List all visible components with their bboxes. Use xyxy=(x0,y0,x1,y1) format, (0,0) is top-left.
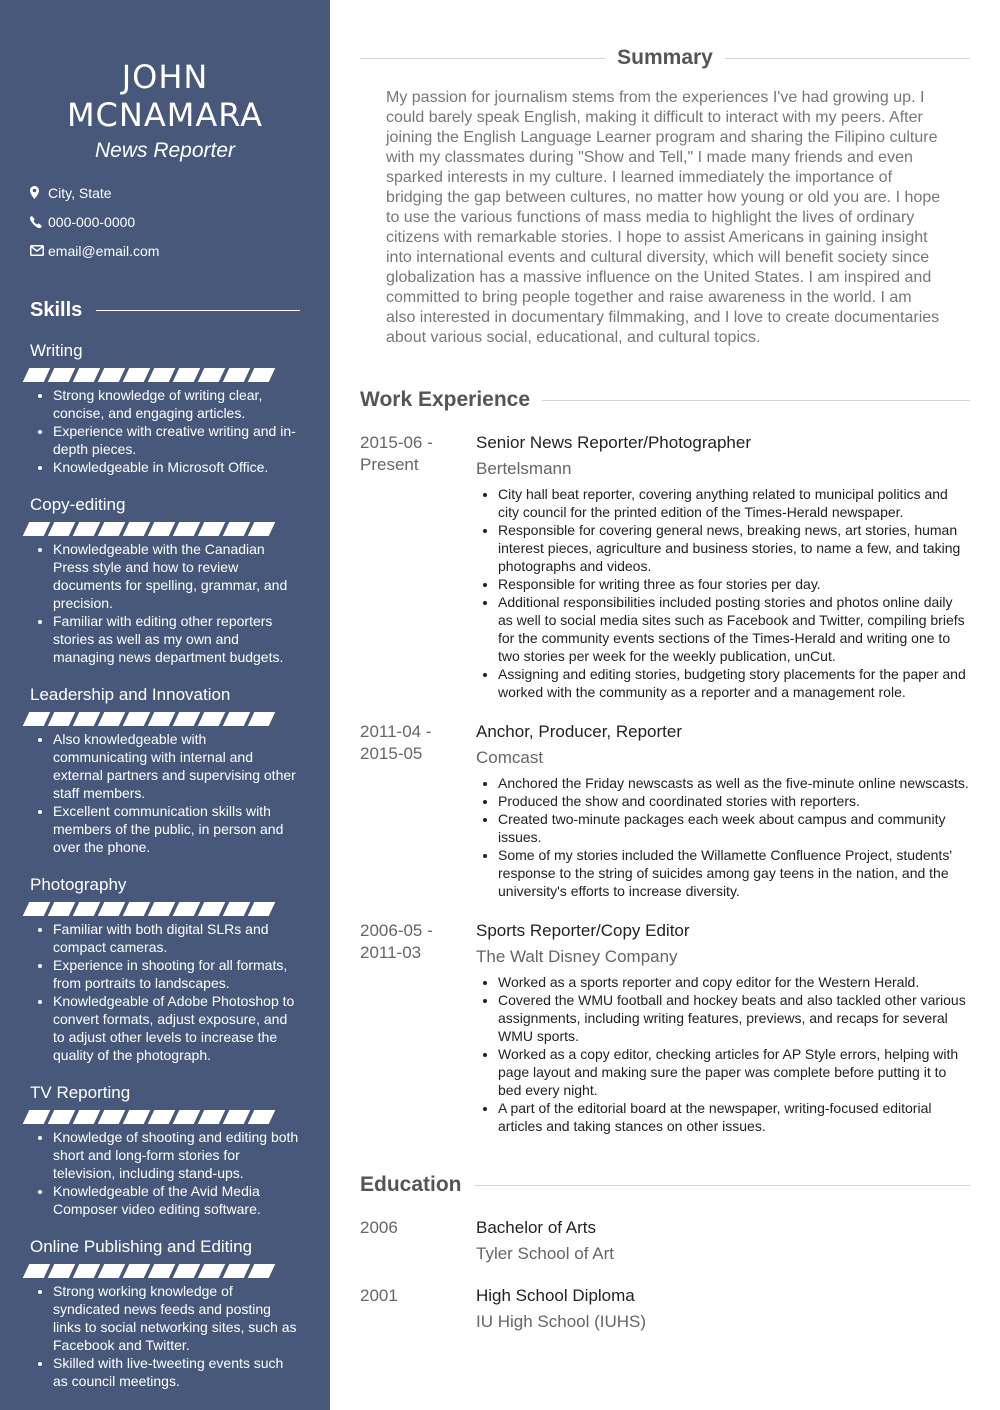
summary-rule-right xyxy=(725,58,970,59)
job-details xyxy=(476,920,970,1135)
skills-list xyxy=(30,340,300,1390)
job-details xyxy=(476,721,970,900)
skill-level-segment xyxy=(198,712,226,726)
skill-block xyxy=(30,1236,300,1390)
job-duty: • Additional responsibilities included posting stories and photos online daily as well to social media sites such as Facebook and Twitter, compiling briefs for the community events sections of the Times-Herald and writing one to two stories per week for the weekly publication, unCut. xyxy=(498,593,970,665)
skill-level-segment xyxy=(123,712,151,726)
skill-level-segment xyxy=(73,1264,101,1278)
skill-level-segment xyxy=(98,368,126,382)
skill-level-segment xyxy=(198,902,226,916)
education-entry xyxy=(360,1285,970,1333)
skill-level-segment xyxy=(173,1110,201,1124)
skill-level-bar xyxy=(26,368,300,382)
skill-items xyxy=(30,1282,300,1390)
skill-item: • Knowledgeable of the Avid Media Composer video editing software. xyxy=(53,1182,300,1218)
job-entry xyxy=(360,432,970,701)
job-duty: • Some of my stories included the Willamette Confluence Project, students' response to the string of suicides among gay teens in the nation, and the university's efforts to increase diversity. xyxy=(498,846,970,900)
skill-level-segment xyxy=(48,1110,76,1124)
skill-level-segment xyxy=(173,1264,201,1278)
job-role: Senior News Reporter/Photographer xyxy=(476,433,751,452)
skill-level-segment xyxy=(173,712,201,726)
skill-level-segment xyxy=(223,902,251,916)
skill-level-segment xyxy=(98,1264,126,1278)
skill-level-segment xyxy=(148,1264,176,1278)
skill-item: • Experience in shooting for all formats, from portraits to landscapes. xyxy=(53,956,300,992)
sidebar xyxy=(0,0,330,1410)
skill-level-segment xyxy=(223,712,251,726)
skill-level-segment xyxy=(73,1110,101,1124)
skill-level-segment xyxy=(198,368,226,382)
skill-level-segment xyxy=(48,1264,76,1278)
skill-block xyxy=(30,494,300,666)
skill-item: • Experience with creative writing and in-depth pieces. xyxy=(53,422,300,458)
skill-name: Writing xyxy=(30,341,83,360)
job-duties xyxy=(476,973,970,1135)
work-heading xyxy=(360,388,970,412)
education-school: IU High School (IUHS) xyxy=(476,1312,647,1331)
skills-heading xyxy=(30,299,300,322)
job-company: Bertelsmann xyxy=(476,459,572,478)
skill-level-segment xyxy=(98,522,126,536)
skill-level-segment xyxy=(248,1264,276,1278)
education-details xyxy=(476,1217,614,1265)
skill-level-segment xyxy=(148,1110,176,1124)
skill-items xyxy=(30,1128,300,1218)
skill-level-segment xyxy=(248,1110,276,1124)
contact-phone xyxy=(30,207,300,236)
job-duty: • Worked as a copy editor, checking articles for AP Style errors, helping with page layout and making sure the paper was complete before putting it to bed every night. xyxy=(498,1045,970,1099)
job-duty: • Created two-minute packages each week about campus and community issues. xyxy=(498,810,970,846)
skill-item: • Familiar with both digital SLRs and compact cameras. xyxy=(53,920,300,956)
job-details xyxy=(476,432,970,701)
contact-location xyxy=(30,178,300,207)
job-duty: • A part of the editorial board at the newspaper, writing-focused editorial articles and taking stances on other issues. xyxy=(498,1099,970,1135)
skill-level-segment xyxy=(123,1110,151,1124)
skill-level-segment xyxy=(248,712,276,726)
contact-info xyxy=(30,178,300,265)
skill-level-bar xyxy=(26,712,300,726)
skill-level-segment xyxy=(248,522,276,536)
skill-level-bar xyxy=(26,902,300,916)
job-role: Anchor, Producer, Reporter xyxy=(476,722,683,741)
skill-level-segment xyxy=(48,902,76,916)
summary-text: My passion for journalism stems from the experiences I've had growing up. I could barely speak English, making it difficult to interact with my peers. After joining the English Language Learner program and sharing the Filipino culture with my classmates during "Show and Tell," I made many friends and even sparked interests in my culture. I learned immediately the importance of bridging the gap between cultures, no matter how young or old you are. I hope to use the various functions of mass media to highlight the lives of ordinary citizens with remarkable stories. I hope to assist Americans in gaining insight into international events and cultural diversity, which will benefit society since globalization has a massive influence on the United States. I am inspired and committed to bring people together and raise awareness in the world. I am also interested in documentary filmmaking, and I love to create documentaries about various social, educational, and cultural topics. xyxy=(386,89,941,346)
phone-text: 000-000-0000 xyxy=(48,213,136,230)
skill-level-segment xyxy=(23,368,51,382)
skill-name: Photography xyxy=(30,875,127,894)
skill-level-segment xyxy=(148,368,176,382)
work-heading-title: Work Experience xyxy=(360,388,531,411)
skill-level-segment xyxy=(48,368,76,382)
skill-items xyxy=(30,730,300,856)
skill-item: • Knowledgeable of Adobe Photoshop to convert formats, adjust exposure, and to adjust other levels to increase the quality of the photograph. xyxy=(53,992,300,1064)
skill-level-segment xyxy=(248,902,276,916)
skill-level-segment xyxy=(173,522,201,536)
skill-block xyxy=(30,874,300,1064)
skill-item: • Also knowledgeable with communicating with internal and external partners and supervising other staff members. xyxy=(53,730,300,802)
skill-level-segment xyxy=(148,902,176,916)
job-duty: • Worked as a sports reporter and copy editor for the Western Herald. xyxy=(498,973,970,991)
skill-level-segment xyxy=(73,712,101,726)
skill-level-segment xyxy=(73,522,101,536)
skill-level-segment xyxy=(123,902,151,916)
skill-item: • Excellent communication skills with members of the public, in person and over the phone. xyxy=(53,802,300,856)
education-heading xyxy=(360,1173,970,1197)
skill-level-segment xyxy=(223,1110,251,1124)
skill-level-segment xyxy=(123,368,151,382)
skill-level-segment xyxy=(48,712,76,726)
main-content xyxy=(360,0,970,1333)
education-degree: Bachelor of Arts xyxy=(476,1218,597,1237)
skill-level-segment xyxy=(123,1264,151,1278)
jobs-list xyxy=(360,432,970,1135)
skill-items xyxy=(30,540,300,666)
skill-block xyxy=(30,340,300,476)
job-entry xyxy=(360,920,970,1135)
education-degree: High School Diploma xyxy=(476,1286,635,1305)
education-entry xyxy=(360,1217,970,1265)
education-details xyxy=(476,1285,646,1333)
skill-level-segment xyxy=(23,902,51,916)
skill-level-segment xyxy=(48,522,76,536)
skill-level-segment xyxy=(198,1110,226,1124)
skill-level-segment xyxy=(23,522,51,536)
education-list xyxy=(360,1217,970,1333)
skill-level-segment xyxy=(223,522,251,536)
map-pin-icon xyxy=(30,186,48,199)
skill-level-segment xyxy=(98,712,126,726)
skill-level-segment xyxy=(23,1110,51,1124)
skill-level-segment xyxy=(223,1264,251,1278)
job-role: Sports Reporter/Copy Editor xyxy=(476,921,690,940)
skill-item: • Skilled with live-tweeting events such as council meetings. xyxy=(53,1354,300,1390)
skill-level-segment xyxy=(248,368,276,382)
job-duty: • Responsible for covering general news, breaking news, art stories, human interest pieces, agriculture and business stories, to name a few, and taking photographs and videos. xyxy=(498,521,970,575)
skill-name: Leadership and Innovation xyxy=(30,685,231,704)
skill-item: • Strong working knowledge of syndicated news feeds and posting links to social networking sites, such as Facebook and Twitter. xyxy=(53,1282,300,1354)
skill-block xyxy=(30,1082,300,1218)
skill-level-segment xyxy=(98,902,126,916)
work-heading-rule xyxy=(542,400,970,401)
education-school: Tyler School of Art xyxy=(476,1244,614,1263)
education-heading-title: Education xyxy=(360,1173,462,1196)
skill-name: Online Publishing and Editing xyxy=(30,1237,253,1256)
skill-name: Copy-editing xyxy=(30,495,126,514)
job-duty: • Anchored the Friday newscasts as well as the five-minute online newscasts. xyxy=(498,774,970,792)
envelope-icon xyxy=(30,245,48,256)
location-text: City, State xyxy=(48,184,112,201)
job-duties xyxy=(476,485,970,701)
candidate-name: JOHN MCNAMARA xyxy=(66,58,264,134)
education-year: 2006 xyxy=(360,1218,398,1237)
skill-level-segment xyxy=(98,1110,126,1124)
skill-item: • Familiar with editing other reporters stories as well as my own and managing news department budgets. xyxy=(53,612,300,666)
skill-level-segment xyxy=(23,712,51,726)
phone-icon xyxy=(30,216,48,228)
skill-name: TV Reporting xyxy=(30,1083,131,1102)
skill-level-segment xyxy=(148,712,176,726)
summary-heading-title: Summary xyxy=(617,46,713,69)
skill-level-segment xyxy=(23,1264,51,1278)
skill-block xyxy=(30,684,300,856)
skill-item: • Knowledgeable with the Canadian Press style and how to review documents for spelling, grammar, and precision. xyxy=(53,540,300,612)
skill-level-segment xyxy=(173,368,201,382)
skill-level-bar xyxy=(26,522,300,536)
job-company: The Walt Disney Company xyxy=(476,947,678,966)
skill-level-bar xyxy=(26,1264,300,1278)
email-text: email@email.com xyxy=(48,242,160,259)
job-duty: • Produced the show and coordinated stories with reporters. xyxy=(498,792,970,810)
skill-level-segment xyxy=(223,368,251,382)
job-entry xyxy=(360,721,970,900)
job-duties xyxy=(476,774,970,900)
summary-rule-left xyxy=(360,58,605,59)
education-heading-rule xyxy=(474,1185,970,1186)
skill-level-segment xyxy=(198,522,226,536)
candidate-title: News Reporter xyxy=(94,139,236,162)
job-dates: 2006-05 - 2011-03 xyxy=(360,921,433,962)
skills-heading-rule xyxy=(96,310,300,311)
job-dates: 2015-06 - Present xyxy=(360,433,433,474)
skill-item: • Knowledgeable in Microsoft Office. xyxy=(53,458,300,476)
skill-level-segment xyxy=(73,368,101,382)
education-year: 2001 xyxy=(360,1286,398,1305)
job-duty: • City hall beat reporter, covering anything related to municipal politics and city council for the printed edition of the Times-Herald newspaper. xyxy=(498,485,970,521)
skill-level-segment xyxy=(73,902,101,916)
summary-heading xyxy=(360,46,970,70)
skill-items xyxy=(30,920,300,1064)
skill-item: • Knowledge of shooting and editing both short and long-form stories for television, including stand-ups. xyxy=(53,1128,300,1182)
skill-item: • Strong knowledge of writing clear, concise, and engaging articles. xyxy=(53,386,300,422)
job-duty: • Covered the WMU football and hockey beats and also tackled other various assignments, including writing features, previews, and recaps for several WMU sports. xyxy=(498,991,970,1045)
job-duty: • Responsible for writing three as four stories per day. xyxy=(498,575,970,593)
skill-level-segment xyxy=(148,522,176,536)
job-company: Comcast xyxy=(476,748,544,767)
skill-level-segment xyxy=(173,902,201,916)
skill-level-segment xyxy=(123,522,151,536)
skill-level-segment xyxy=(198,1264,226,1278)
skill-items xyxy=(30,386,300,476)
contact-email xyxy=(30,236,300,265)
skill-level-bar xyxy=(26,1110,300,1124)
job-duty: • Assigning and editing stories, budgeting story placements for the paper and worked with the community as a reporter and a management role. xyxy=(498,665,970,701)
job-dates: 2011-04 - 2015-05 xyxy=(360,722,432,763)
skills-heading-title: Skills xyxy=(30,299,83,321)
